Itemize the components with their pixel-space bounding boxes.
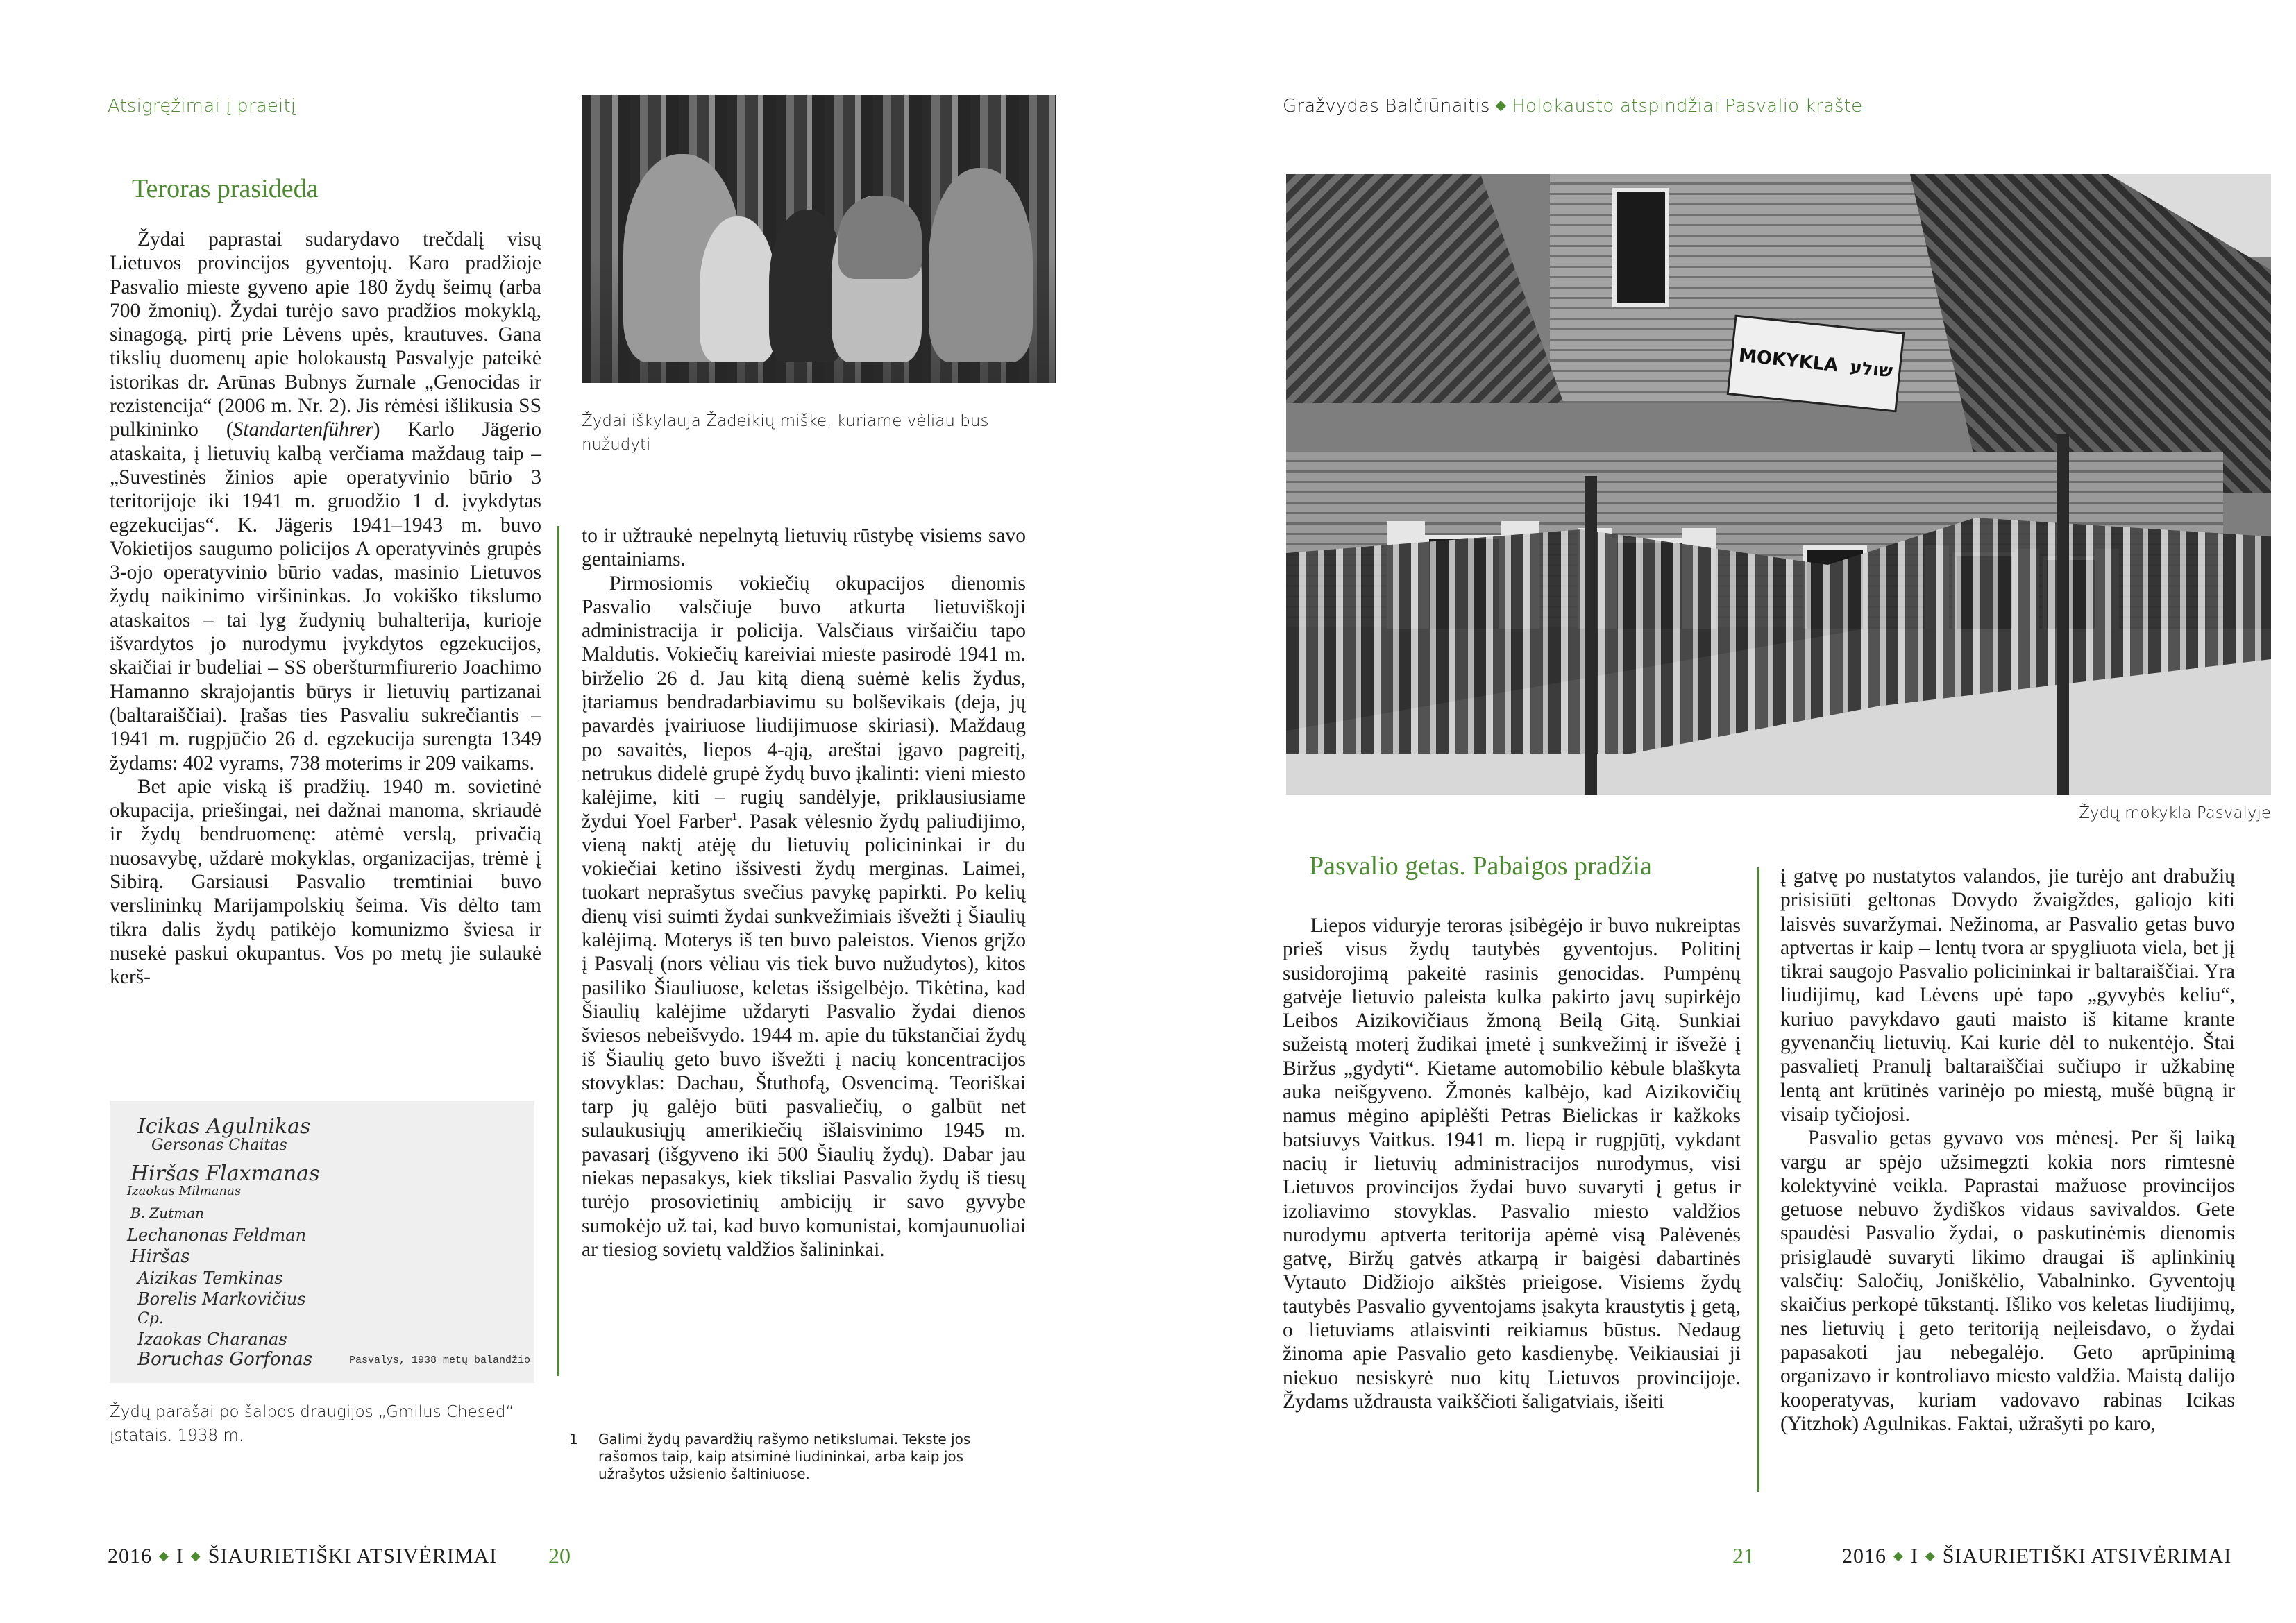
section-title-teroras: Teroras prasideda	[132, 174, 319, 203]
signature: Borelis Markovičius	[137, 1289, 306, 1309]
body-column-3	[1283, 914, 1741, 1413]
page-number-right: 21	[1732, 1543, 1755, 1568]
diamond-icon: ◆	[1925, 1549, 1936, 1563]
signature: Hiršas	[130, 1246, 190, 1267]
footnote-ref[interactable]: 1	[731, 809, 738, 823]
signature: Aizikas Temkinas	[137, 1268, 283, 1288]
signature: Izaokas Charanas	[137, 1329, 287, 1349]
paragraph: Žydai paprastai sudarydavo trečdalį visų Lietuvos provincijos gyventojų. Karo pradžioje Pasvalio mieste gyveno apie 180 žydų šeimų (arba 700 žmonių). Žydai turėjo savo pradžios mokyklą, sinagogą, pirtį prie Lėvens upės, krautuves. Gana tikslių duomenų apie holokaustą Pasvalyje pateikė istorikas dr. Arūnas Bubnys žurnale „Genocidas ir rezistencija“ (2006 m. Nr. 2). Jis rėmėsi išlikusia SS pulkininko (Standartenführer) Karlo Jägerio ataskaita, į lietuvių kalbą verčiama maždaug taip – „Suvestinės žinios apie operatyvinio būrio 3 teritorijoje iki 1941 m. gruodžio 1 d. įvykdytas egzekucijas“. K. Jägeris 1941–1943 m. buvo Vokietijos saugumo policijos A operatyvinės grupės 3-ojo operatyvinio būrio vadas, masinio Lietuvos žydų naikinimo viršininkas. Jo vokiško tikslumo ataskaitos – tai lyg žudynių buhalterija, kurioje išvardytos jo nurodymu įvykdytos egzekucijos, skaičiai ir budeliai – SS oberšturmfiurerio Joachimo Hamanno skrajojantis būrys ir lietuvių partizanai (baltaraiščiai). Įrašas ties Pasvaliu sukrečiantis – 1941 m. rugpjūčio 26 d. egzekucija surengta 1349 žydams: 402 vyrams, 738 moterims ir 209 vaikams.	[110, 228, 541, 774]
signature: Icikas Agulnikas	[137, 1114, 311, 1139]
paragraph: Bet apie viską iš pradžių. 1940 m. sovietinė okupacija, priešingai, nei dažnai manoma, skriaudė ir žydų bendruomenę: atėmė verslą, privačią nuosavybę, uždarė mokyklas, organizacijas, trėmė į Sibirą. Garsiausi Pasvalio tremtiniai buvo verslininkų Marijampolskių šeima. Vis dėlto tam tikra dalis žydų patikėjo komunizmo šviesa ir nusekė paskui okupantus. Vos po metų jie sulaukė kerš-	[110, 775, 541, 989]
paragraph: to ir užtraukė nepelnytą lietuvių rūstybę visiems savo gentainiams.	[582, 525, 1026, 571]
caption-signatures: Žydų parašai po šalpos draugijos „Gmilus Chesed“ įstatais. 1938 m.	[110, 1403, 514, 1445]
footer-journal-right	[1842, 1545, 2231, 1568]
running-header-article	[1283, 96, 1862, 117]
body-column-2	[582, 524, 1026, 1261]
photo-signatures-document	[110, 1101, 534, 1383]
diamond-icon: ◆	[1893, 1549, 1904, 1563]
photo-jewish-school	[1286, 174, 2271, 795]
signature: Lechanonas Feldman	[127, 1225, 307, 1245]
footer-journal-name: ŠIAURIETIŠKI ATSIVĖRIMAI	[1942, 1545, 2232, 1567]
footer-issue: I	[176, 1545, 184, 1567]
body-column-1	[110, 228, 541, 989]
article-title: Holokausto atspindžiai Pasvalio krašte	[1512, 96, 1863, 117]
column-rule	[1757, 867, 1759, 1492]
paragraph: į gatvę po nustatytos valandos, jie turėjo ant drabužių prisisiūti geltonas Dovydo žvaigždes, galiojo kiti laisvės suvaržymai. Nežinoma, ar Pasvalio getas buvo aptvertas ir kaip – lentų tvora ar spygliuota viela, bet jį tikrai saugojo Pasvalio policininkai ir baltaraiščiai. Yra liudijimų, kad Lėvens upė tapo „gyvybės keliu“, kuriuo pavykdavo gauti maisto iš kitame krante gyvenančių lietuvių. Kai kurie dėl to nukentėjo. Štai pasvalietį Pranulį baltaraiščiai sučiupo ir užkabinę lentą ant krūtinės varinėjo po miestą, mušė būgną ir visaip tyčiojosi.	[1780, 865, 2235, 1125]
footer-year: 2016	[108, 1545, 152, 1567]
typed-date-note: Pasvalys, 1938 metų balandžio	[348, 1354, 530, 1366]
photo-jews-in-forest	[582, 95, 1056, 383]
signature: Hiršas Flaxmanas	[130, 1162, 320, 1186]
diamond-icon: ◆	[159, 1549, 169, 1563]
right-page	[1148, 0, 2296, 1623]
paragraph: Pasvalio getas gyvavo vos mėnesį. Per šį laiką vargu ar spėjo užsimegzti kokia nors rimtesnė kolektyvinė veikla. Paprastai mažuose provincijos getuose nebuvo žydiškos vidaus savivaldos. Gete spaudėsi Pasvalio žydai, o paskutinėmis dienomis prisiglaudė suvaryti likimo draugai iš aplinkinių valsčių: Saločių, Joniškėlio, Vabalninko. Gyventojų skaičius perkopė tūkstantį. Išliko vos keletas liudijimų, nes lietuvių į geto teritoriją neįleisdavo, o žydai papasakoti jau nebegalėjo. Geto aprūpinimą organizavo ir kontroliavo miesto valdžia. Maistą dalijo kooperatyvas, kuriam vadovavo rabinas Icikas (Yitzhok) Agulnikas. Faktai, užrašyti po karo,	[1780, 1127, 2235, 1435]
section-title-getas: Pasvalio getas. Pabaigos pradžia	[1309, 851, 1652, 881]
paragraph: Pirmosiomis vokiečių okupacijos dienomis Pasvalio valsčiuje buvo atkurta lietuviškoji administracija ir policija. Valsčiaus viršaičiu tapo Maldutis. Vokiečių kareiviai mieste pasirodė 1941 m. birželio 26 d. Jau kitą dieną suėmė kelis žydus, įtariamus bendradarbiavimu su bolševikais (deja, jų pavardės įvairiuose liudijimuose skiriasi). Maždaug po savaitės, liepos 4-ąją, areštai įgavo pagreitį, netrukus didelė grupė žydų buvo įkalinti: vieni miesto kalėjime, kiti – rugių sandėlyje, priklausiusiame žydui Yoel Farber$^1$. Pasak vėlesnio žydų paliudijimo, vieną naktį atėję du lietuvių policininkai ir du vokiečiai ketino išsivesti žydų merginas. Laimei, tuokart neprašytus svečius pavykę papirkti. Po kelių dienų visi suimti žydai sunkvežimiais išvežti į Šiaulių kalėjimą. Moterys iš ten buvo paleistos. Vienos grįžo į Pasvalį (nors vėliau vis tiek buvo nužudytos), kitos pasiliko Šiauliuose, keletas išsigelbėjo. Tikėtina, kad Šiaulių kalėjime uždaryti Pasvalio žydai dienos šviesos nebeišvydo. 1944 m. apie du tūkstančiai žydų iš Šiaulių geto buvo išvežti į nacių koncentracijos stovyklas: Dachau, Štuthofą, Osvencimą. Teoriškai tarp jų galėjo būti pasvaliečių, o galbūt net sulaukusiųjų amerikiečių išlaisvinimo 1945 m. pavasarį (išgyveno iki 500 Šiaulių žydų). Dabar jau niekas nepasakys, kiek tiksliai Pasvalio žydų iš tiesų turėjo prosovietinių ambicijų ir savo gyvybe sumokėjo už tai, kad buvo komunistai, komjaunuoliai ar tiesiog sovietų valdžios šalininkai.	[582, 572, 1026, 1261]
footnote-1	[569, 1431, 1027, 1483]
sign-text: MOKYKLA	[1737, 345, 1839, 377]
caption-forest-photo: Žydai iškylauja Žadeikių miške, kuriame vėliau bus nužudyti	[582, 412, 989, 454]
author-name: Gražvydas Balčiūnaitis	[1283, 96, 1490, 117]
footnote-text: Galimi žydų pavardžių rašymo netikslumai. Tekste jos rašomos taip, kaip atsiminė liudininkai, arba kaip jos užrašytos užsienio šaltiniuose.	[598, 1431, 971, 1482]
paragraph: Liepos viduryje teroras įsibėgėjo ir buvo nukreiptas prieš visus žydų tautybės gyventojus. Politinį susidorojimą pakeitė rasinis genocidas. Pumpėnų gatvėje lietuvio paleista kulka pakirto javų supirkėjo Leibos Aizikovičiaus žmoną Beilą Gitą. Sunkiai sužeistą moterį žudikai įmetė į sunkvežimį ir išvežė į Biržus „gydyti“. Kietame automobilio kėbule blaškyta auka neišgyveno. Žmonės kalbėjo, kad Aizikovičių namus mėgino apiplėšti Petras Bielickas ir kažkoks batsiuvys Vaitkus. 1941 m. liepą ir rugpjūtį, vykdant nacių ir lietuvių administracijos nurodymus, visi Lietuvos provincijos žydai buvo suvaryti į getus ir izoliavimo stovyklas. Pasvalio miesto valdžios nurodymu aptverta teritorija apėmė visą Palėvenės gatvę, Biržų gatvės atkarpą ir baigėsi dabartinės Vytauto Didžiojo aikštės prieigose. Visiems žydų tautybės Pasvalio gyventojams įsakyta kraustytis į getą, o lietuviams atlaisvinti reikiamus būstus. Nedaug žinoma apie Pasvalio geto kasdienybę. Veikiausiai ji niekuo nesiskyrė nuo kitų Lietuvos provincijoje. Žydams uždrausta vaikščioti šaligatviais, išeiti	[1283, 915, 1741, 1413]
footer-journal-left	[108, 1545, 497, 1568]
page-number-left: 20	[548, 1543, 571, 1568]
footer-year: 2016	[1842, 1545, 1886, 1567]
footer-journal-name: ŠIAURIETIŠKI ATSIVĖRIMAI	[208, 1545, 498, 1567]
footer-issue: I	[1910, 1545, 1918, 1567]
body-column-4	[1780, 865, 2235, 1436]
signature: Izaokas Milmanas	[127, 1184, 242, 1198]
signature: B. Zutman	[130, 1205, 204, 1221]
diamond-icon: ◆	[1495, 96, 1507, 113]
column-rule	[557, 526, 559, 1376]
signature: Gersonas Chaitas	[151, 1137, 287, 1154]
sign-text-hebrew: שולע	[1848, 357, 1894, 382]
italic-term: Standartenführer	[233, 418, 373, 441]
footnote-number: 1	[569, 1431, 578, 1447]
signature: Boruchas Gorfonas	[137, 1349, 313, 1370]
caption-school-photo: Žydų mokykla Pasvalyje	[2079, 804, 2271, 822]
running-header-section: Atsigręžimai į praeitį	[108, 96, 296, 117]
signature: Cp.	[137, 1310, 164, 1327]
diamond-icon: ◆	[190, 1549, 201, 1563]
